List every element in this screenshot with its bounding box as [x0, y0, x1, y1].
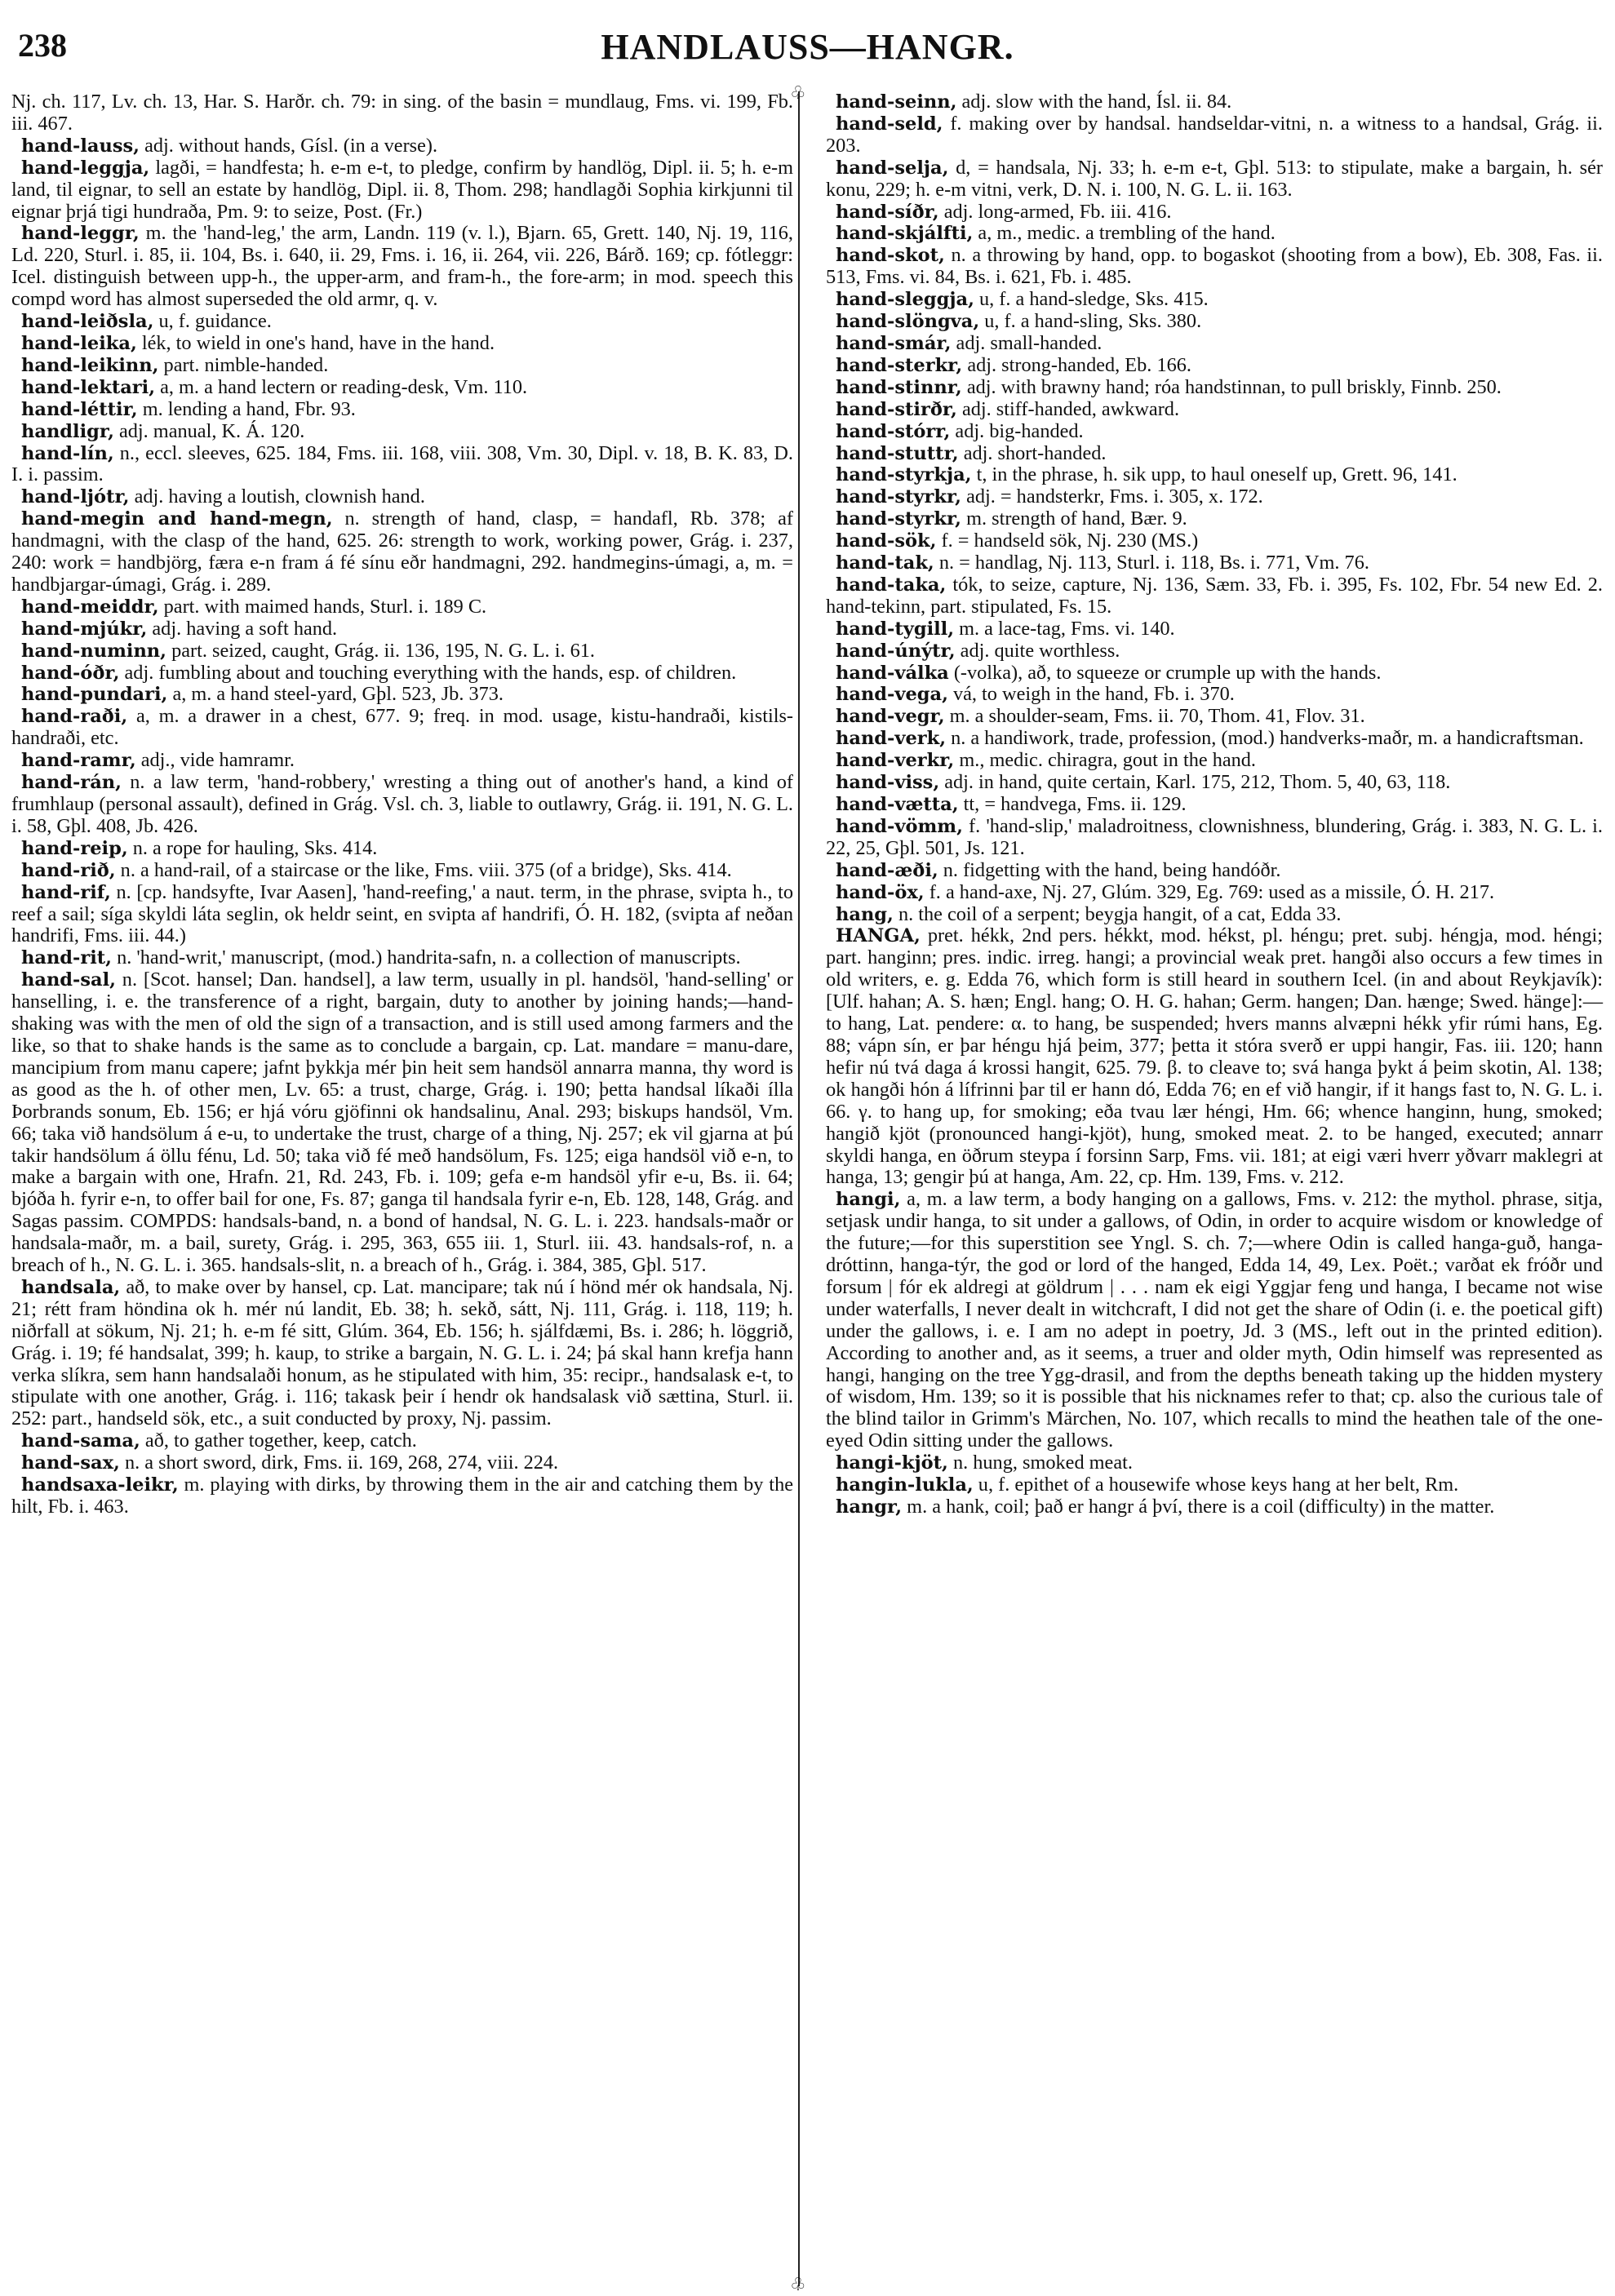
dictionary-entry: [826, 486, 1603, 508]
entry-definition: n. a handiwork, trade, profession, (mod.) handverks-maðr, m. a handicraftsman.: [946, 727, 1584, 750]
dictionary-entry: [11, 640, 793, 663]
entry-headword: hand-vömm,: [836, 815, 963, 837]
entry-definition: u, f. guidance.: [153, 310, 272, 333]
dictionary-entry: [11, 1430, 793, 1452]
entry-definition: n. strength of hand, clasp, = handafl, Rb. 378; af handmagni, with the clasp of the hand, 625. 26: strength to work, working power, Grág. i. 237, 240: work = handbjörg, færa e-n fram á fé sínu eðr handmagni, 292. handmegins-úmagi, a, m. = handbjargar-úmagi, Grág. i. 289.: [11, 508, 793, 596]
entry-headword: hand-skot,: [836, 245, 945, 267]
entry-headword: hand-sök,: [836, 530, 937, 552]
entry-definition: n. a rope for hauling, Sks. 414.: [127, 836, 378, 859]
entry-headword: hand-mjúkr,: [21, 618, 148, 640]
dictionary-entry: [11, 377, 793, 399]
dictionary-entry: [11, 1474, 793, 1518]
entry-definition: adj. stiff-handed, awkward.: [956, 397, 1180, 420]
entry-headword: hand-numinn,: [21, 640, 166, 662]
dictionary-entry: [826, 925, 1603, 1189]
entry-definition: a, m. a law term, a body hanging on a gallows, Fms. v. 212: the mythol. phrase, sitja, setjask undir hanga, to sit under a gallows, of Odin, in order to acquire wisdom or knowledge of the future;—for this superstition see Yngl. S. ch. 7;—where Odin is called hanga-guð, hanga-dróttinn, hanga-týr, the god or lord of the hanged, Edda 14, 49, Lex. Poët.; varðat ek fróðr und forsum | fór ek aldregi at göldrum | . . . nam ek eigi Yggjar feng und hanga, I became not wise under waterfalls, I never dealt in witchcraft, I did not get the share of Odin (i. e. the poetical gift) under the gallows, i. e. I am no adept in poetry, Jd. 3 (MS., left out in the printed edition). According to another and, as it seems, a truer and older myth, Odin himself was represented as hangi, hanging on the tree Ygg-drasil, and from the depths beneath taking up the hidden mystery of wisdom, Hm. 139; so it is possible that his nicknames refer to that; cp. also the curious tale of the blind tailor in Grimm's Märchen, No. 107, which recalls to mind the heathen tale of the one-eyed Odin sitting under the gallows.: [826, 1188, 1603, 1452]
page-title: HANDLAUSS—HANGR.: [601, 27, 1014, 67]
entry-headword: hand-ljótr,: [21, 486, 130, 508]
entry-headword: hang,: [836, 903, 894, 925]
entry-headword: hand-stinnr,: [836, 376, 962, 398]
entry-definition: adj. = handsterkr, Fms. i. 305, x. 172.: [961, 485, 1263, 508]
entry-headword: hand-skjálfti,: [836, 223, 974, 245]
entry-definition: tt, = handvega, Fms. ii. 129.: [958, 793, 1187, 815]
entry-definition: n. a short sword, dirk, Fms. ii. 169, 268, 274, viii. 224.: [119, 1452, 559, 1474]
entry-definition: n. [cp. handsyfte, Ivar Aasen], 'hand-reefing,' a naut. term, in the phrase, svipta h., to reef a sail; síga skyldi láta seglin, ok heldr seint, en svipta af handrifi, Ó. H. 182, (svipta af neðan handrifi, Fms. iii. 44.): [11, 880, 793, 947]
dictionary-entry: [11, 486, 793, 508]
dictionary-entry: [826, 443, 1603, 465]
dictionary-entry: [11, 706, 793, 750]
entry-headword: hand-stuttr,: [836, 442, 959, 464]
entry-definition: a, m. a hand steel-yard, Gþl. 523, Jb. 373.: [167, 683, 504, 706]
entry-definition: a, m., medic. a trembling of the hand.: [973, 222, 1276, 245]
dictionary-entry: [11, 618, 793, 640]
entry-headword: hand-ramr,: [21, 750, 136, 772]
entry-definition: n. a hand-rail, of a staircase or the like, Fms. viii. 375 (of a bridge), Sks. 414.: [115, 858, 732, 881]
entry-headword: handsaxa-leikr,: [21, 1474, 179, 1496]
entry-headword: hand-únýtr,: [836, 640, 956, 662]
entry-definition: m. a lace-tag, Fms. vi. 140.: [954, 617, 1175, 640]
entry-headword: hand-styrkr,: [836, 486, 961, 508]
entry-headword: hangi-kjöt,: [836, 1452, 948, 1474]
dictionary-entry: [826, 706, 1603, 728]
dictionary-entry: [826, 157, 1603, 202]
entry-definition: n. 'hand-writ,' manuscript, (mod.) handrita-safn, n. a collection of manuscripts.: [112, 946, 741, 969]
dictionary-entry: [826, 333, 1603, 355]
entry-definition: adj. manual, K. Á. 120.: [113, 419, 305, 442]
entry-definition: adj. fumbling about and touching everything with the hands, esp. of children.: [119, 661, 737, 684]
entry-headword: hand-leggja,: [21, 157, 150, 179]
dictionary-entry: [11, 663, 793, 685]
entry-definition: u, f. a hand-sling, Sks. 380.: [979, 310, 1202, 333]
left-column: [11, 91, 793, 1518]
entry-headword: hand-leiðsla,: [21, 311, 154, 333]
entry-definition: f. a hand-axe, Nj. 27, Glúm. 329, Eg. 769: used as a missile, Ó. H. 217.: [924, 880, 1495, 903]
dictionary-entry: [826, 1474, 1603, 1496]
dictionary-entry: [11, 355, 793, 377]
entry-headword: hand-seld,: [836, 113, 943, 135]
entry-headword: hand-rán,: [21, 772, 122, 794]
entry-definition: u, f. a hand-sledge, Sks. 415.: [974, 288, 1209, 311]
entry-headword: handligr,: [21, 420, 114, 442]
entry-definition: adj. having a soft hand.: [147, 617, 338, 640]
dictionary-entry: [11, 399, 793, 421]
entry-headword: hand-sal,: [21, 969, 116, 991]
dictionary-entry: [826, 750, 1603, 772]
dictionary-entry: [826, 421, 1603, 443]
dictionary-entry: [826, 377, 1603, 399]
dictionary-entry: [11, 838, 793, 860]
dictionary-entry: [826, 618, 1603, 640]
entry-definition: f. = handseld sök, Nj. 230 (MS.): [936, 530, 1199, 552]
entry-definition: tók, to seize, capture, Nj. 136, Sæm. 33, Fb. i. 395, Fs. 102, Fbr. 54 new Ed. 2. hand-tekinn, part. stipulated, Fs. 15.: [826, 573, 1603, 618]
entry-definition: að, to gather together, keep, catch.: [140, 1429, 417, 1452]
entry-headword: hand-tak,: [836, 552, 934, 574]
entry-definition: adj. short-handed.: [958, 441, 1107, 464]
entry-definition: a, m. a hand lectern or reading-desk, Vm. 110.: [155, 375, 528, 398]
entry-headword: hand-styrkr,: [836, 508, 961, 530]
entry-headword: hand-slöngva,: [836, 311, 980, 333]
entry-headword: hand-sax,: [21, 1452, 120, 1474]
dictionary-entry: [11, 135, 793, 157]
dictionary-entry: [11, 91, 793, 135]
entry-definition: adj. having a loutish, clownish hand.: [129, 485, 425, 508]
dictionary-entry: [826, 311, 1603, 333]
entry-definition: part. seized, caught, Grág. ii. 136, 195, N. G. L. i. 61.: [166, 639, 595, 662]
dictionary-entry: [826, 223, 1603, 245]
dictionary-entry: [11, 333, 793, 355]
entry-headword: hangi,: [836, 1189, 901, 1211]
entry-headword: hand-pundari,: [21, 684, 168, 706]
dictionary-entry: [826, 640, 1603, 663]
dictionary-entry: [826, 464, 1603, 486]
dictionary-entry: [826, 772, 1603, 794]
entry-headword: hand-vega,: [836, 684, 948, 706]
entry-definition: f. making over by handsal. handseldar-vitni, n. a witness to a handsal, Grág. ii. 203.: [826, 112, 1603, 157]
dictionary-entry: [11, 311, 793, 333]
dictionary-entry: [826, 860, 1603, 882]
entry-definition: (-volka), að, to squeeze or crumple up with the hands.: [948, 661, 1382, 684]
entry-definition: u, f. epithet of a housewife whose keys hang at her belt, Rm.: [973, 1474, 1459, 1496]
entry-definition: m. strength of hand, Bær. 9.: [961, 508, 1187, 530]
entry-headword: hand-lauss,: [21, 135, 140, 157]
entry-definition: n. fidgetting with the hand, being handóðr.: [938, 858, 1281, 881]
dictionary-entry: [11, 421, 793, 443]
entry-definition: n. a law term, 'hand-robbery,' wresting a thing out of another's hand, a kind of frumhlaup (personal assault), defined in Grág. Vsl. ch. 3, liable to outlawry, Grág. ii. 191, N. G. L. i. 58, Gþl. 408, Jb. 426.: [11, 771, 793, 837]
entry-definition: part. with maimed hands, Sturl. i. 189 C.: [158, 595, 487, 618]
entry-definition: a, m. a drawer in a chest, 677. 9; freq. in mod. usage, kistu-handraði, kistils-handraði, etc.: [11, 705, 793, 750]
entry-headword: hand-rið,: [21, 859, 116, 881]
entry-headword: hangin-lukla,: [836, 1474, 974, 1496]
entry-headword: hangr,: [836, 1496, 903, 1518]
entry-headword: handsala,: [21, 1276, 121, 1298]
entry-definition: n. hung, smoked meat.: [947, 1452, 1133, 1474]
entry-headword: hand-seinn,: [836, 91, 957, 113]
entry-definition: n. the coil of a serpent; beygja hangit, of a cat, Edda 33.: [893, 902, 1342, 925]
entry-definition: vá, to weigh in the hand, Fb. i. 370.: [947, 683, 1235, 706]
dictionary-entry: [826, 816, 1603, 860]
dictionary-entry: [11, 969, 793, 1277]
entry-headword: hand-reip,: [21, 837, 128, 859]
dictionary-entry: [826, 289, 1603, 311]
dictionary-entry: [826, 1452, 1603, 1474]
dictionary-entry: [826, 508, 1603, 530]
entry-headword: hand-æði,: [836, 859, 938, 881]
entry-definition: m. playing with dirks, by throwing them in the air and catching them by the hilt, Fb. i. 463.: [11, 1474, 793, 1518]
dictionary-entry: [826, 794, 1603, 816]
dictionary-entry: [826, 728, 1603, 750]
divider-ornament-top-icon: ♧: [790, 83, 806, 104]
dictionary-entry: [826, 1496, 1603, 1518]
entry-headword: hand-síðr,: [836, 201, 939, 223]
entry-headword: hand-vætta,: [836, 794, 959, 815]
entry-headword: hand-rif,: [21, 881, 111, 903]
entry-headword: hand-viss,: [836, 772, 940, 794]
dictionary-entry: [826, 882, 1603, 904]
entry-definition: n., eccl. sleeves, 625. 184, Fms. iii. 168, viii. 308, Vm. 30, Dipl. v. 18, B. K. 83, D. I. i. passim.: [11, 441, 793, 486]
entry-headword: hand-sleggja,: [836, 289, 974, 311]
entry-definition: m. a shoulder-seam, Fms. ii. 70, Thom. 41, Flov. 31.: [944, 705, 1365, 728]
entry-headword: hand-vegr,: [836, 706, 945, 728]
entry-headword: hand-smár,: [836, 332, 952, 354]
entry-definition: adj., vide hamramr.: [135, 749, 295, 772]
entry-headword: hand-válka: [836, 662, 949, 684]
dictionary-entry: [826, 684, 1603, 706]
entry-headword: hand-lektari,: [21, 376, 156, 398]
dictionary-entry: [11, 1452, 793, 1474]
right-column: [826, 91, 1603, 1518]
entry-definition: n. = handlag, Nj. 113, Sturl. i. 118, Bs. i. 771, Vm. 76.: [934, 552, 1369, 574]
dictionary-entry: [11, 684, 793, 706]
dictionary-entry: [11, 508, 793, 596]
dictionary-entry: [826, 113, 1603, 157]
entry-headword: hand-stórr,: [836, 420, 951, 442]
entry-definition: adj. with brawny hand; róa handstinnan, to pull briskly, Finnb. 250.: [961, 375, 1502, 398]
entry-definition: adj. quite worthless.: [955, 639, 1120, 662]
dictionary-entry: [826, 904, 1603, 926]
dictionary-entry: [11, 1277, 793, 1430]
entry-definition: m., medic. chiragra, gout in the hand.: [954, 749, 1257, 772]
entry-headword: hand-styrkja,: [836, 464, 972, 486]
entry-headword: hand-öx,: [836, 881, 925, 903]
entry-headword: hand-leikinn,: [21, 354, 159, 376]
entry-headword: hand-lín,: [21, 442, 114, 464]
entry-definition: m. lending a hand, Fbr. 93.: [137, 397, 356, 420]
entry-definition: pret. hékk, 2nd pers. hékkt, mod. hékst, pl. héngu; pret. subj. héngja, mod. héngi; part. hanginn; pres. indic. irreg. hangi; a provincial weak pret. hangði also occurs a few times in old writers, e. g. Edda 76, which form is still heard in southern Icel. (in and about Reykjavík): [Ulf. hahan; A. S. hæn; Engl. hang; O. H. G. hahan; Germ. hangen; Dan. hænge; Swed. hänge]:—to hang, Lat. pendere: α. to hang, be suspended; hvers manns alvæpni hékk yfir rúmi hans, Eg. 88; vápn sín, er þar héngu hjá þeim, 377; þetta it stóra sverð er uppi hangir, Fas. iii. 120; hann hefir nú tvá daga á krossi hangit, 625. 79. β. to cleave to; svá hanga þykt á þeim skotin, Al. 138; ok hangði hón á lífrinni þar til er hann dó, Edda 76; en ef við hangir, if it hangs fast to, N. G. L. i. 66. γ. to hang up, for smoking; eða tvau lær héngi, Hm. 66; whence hanginn, hung, smoked; hangið kjöt (pronounced hangi-kjöt), hung, smoked meat. 2. to be hanged, executed; annarr skyldi hanga, en öðrum steypa í forsinn Sarp, Fms. vii. 181; at eigi væri hverr yðvarr maklegri at hanga, 13; gengir þú at hanga, Am. 22, cp. Hm. 139, Fms. v. 212.: [826, 924, 1603, 1189]
entry-definition: m. the 'hand-leg,' the arm, Landn. 119 (v. l.), Bjarn. 65, Grett. 140, Nj. 19, 116, Ld. 220, Sturl. i. 85, ii. 104, Bs. i. 640, ii. 29, Fms. i. 16, ii. 264, vii. 226, Bárð. 169; cp. fótleggr: Icel. distinguish between upp-h., the upper-arm, and fram-h., the fore-arm; in mod. speech this compd word has almost superseded the old armr, q. v.: [11, 222, 793, 311]
entry-headword: hand-raði,: [21, 706, 128, 728]
dictionary-entry: [11, 157, 793, 224]
dictionary-entry: [11, 882, 793, 948]
entry-headword: hand-tygill,: [836, 618, 955, 640]
entry-headword: hand-sterkr,: [836, 354, 963, 376]
dictionary-entry: [826, 91, 1603, 113]
entry-definition: adj. small-handed.: [951, 331, 1103, 354]
dictionary-entry: [826, 1189, 1603, 1452]
dictionary-entry: [826, 202, 1603, 224]
entry-definition: part. nimble-handed.: [158, 353, 329, 376]
entry-definition: adj. long-armed, Fb. iii. 416.: [938, 200, 1172, 223]
entry-definition: adj. big-handed.: [950, 419, 1084, 442]
entry-definition: d, = handsala, Nj. 33; h. e-m e-t, Gþl. 513: to stipulate, make a bargain, h. sér konu, 229; h. e-m vitni, verk, D. N. i. 100, N. G. L. ii. 163.: [826, 156, 1603, 201]
entry-definition: Nj. ch. 117, Lv. ch. 13, Har. S. Harðr. ch. 79: in sing. of the basin = mundlaug, Fms. vi. 199, Fb. iii. 467.: [11, 91, 793, 135]
dictionary-entry: [11, 772, 793, 838]
entry-headword: HANGA,: [836, 925, 921, 947]
column-divider: [798, 91, 800, 2286]
dictionary-entry: [826, 245, 1603, 289]
dictionary-entry: [826, 552, 1603, 574]
entry-headword: hand-óðr,: [21, 662, 120, 684]
entry-headword: hand-selja,: [836, 157, 949, 179]
entry-headword: hand-leggr,: [21, 223, 140, 245]
dictionary-entry: [826, 574, 1603, 618]
entry-definition: lagði, = handfesta; h. e-m e-t, to pledge, confirm by handlög, Dipl. ii. 5; h. e-m land, til eignar, to sell an estate by handlög, Dipl. ii. 8, Thom. 298; handlagði Sophia kirkjunni til eignar þrjá tigi hundraða, Pm. 9: to seize, Post. (Fr.): [11, 156, 793, 223]
entry-headword: hand-verkr,: [836, 750, 955, 772]
dictionary-entry: [11, 860, 793, 882]
entry-headword: hand-léttir,: [21, 398, 138, 420]
entry-definition: n. a throwing by hand, opp. to bogaskot (shooting from a bow), Eb. 308, Fas. ii. 513, Fms. vi. 84, Bs. i. 621, Fb. i. 485.: [826, 244, 1603, 289]
dictionary-entry: [11, 750, 793, 772]
entry-headword: hand-sama,: [21, 1430, 140, 1452]
dictionary-entry: [826, 663, 1603, 685]
entry-headword: hand-leika,: [21, 332, 137, 354]
entry-definition: m. a hank, coil; það er hangr á því, there is a coil (difficulty) in the matter.: [902, 1496, 1495, 1518]
entry-headword: hand-stirðr,: [836, 398, 957, 420]
entry-definition: að, to make over by hansel, cp. Lat. mancipare; tak nú í hönd mér ok handsala, Nj. 21; rétt fram höndina ok h. mér nú landit, Eb. 38; h. sekð, sátt, Nj. 111, Grág. i. 118, 119; h. niðrfall at sökum, Nj. 21; h. e-m fé sitt, Glúm. 364, Eb. 156; h. sjálfdæmi, Bs. i. 286; h. löggrið, Grág. i. 19; fé handsalat, 399; h. kaup, to strike a bargain, N. G. L. i. 24; þá skal hann krefja hann verka slíkra, sem hann handsalaði honum, as he stipulated with him, 35: recipr., handsalask e-t, to stipulate with one another, Grág. i. 116; takask þeir í hendr ok handsalask við sættina, Sturl. ii. 252: part., handseld sök, etc., a suit conducted by proxy, Nj. passim.: [11, 1275, 793, 1430]
dictionary-entry: [826, 399, 1603, 421]
entry-headword: hand-megin and hand-megn,: [21, 508, 333, 530]
entry-definition: adj. strong-handed, Eb. 166.: [962, 353, 1191, 376]
dictionary-entry: [11, 223, 793, 311]
entry-definition: adj. in hand, quite certain, Karl. 175, 212, Thom. 5, 40, 63, 118.: [939, 771, 1451, 794]
entry-definition: lék, to wield in one's hand, have in the hand.: [136, 331, 495, 354]
dictionary-entry: [826, 530, 1603, 552]
dictionary-entry: [826, 355, 1603, 377]
page-number: 238: [18, 27, 67, 64]
entry-definition: t, in the phrase, h. sik upp, to haul oneself up, Grett. 96, 141.: [971, 463, 1457, 486]
entry-headword: hand-verk,: [836, 728, 947, 750]
page-header: [11, 23, 1604, 72]
divider-ornament-bottom-icon: ♧: [790, 2275, 806, 2295]
dictionary-entry: [11, 596, 793, 618]
entry-definition: adj. slow with the hand, Ísl. ii. 84.: [956, 91, 1232, 113]
entry-headword: hand-taka,: [836, 574, 947, 596]
entry-headword: hand-meiddr,: [21, 596, 159, 618]
entry-headword: hand-rit,: [21, 947, 112, 969]
entry-definition: f. 'hand-slip,' maladroitness, clownishness, blundering, Grág. i. 383, N. G. L. i. 22, 25, Gþl. 501, Js. 121.: [826, 814, 1603, 859]
dictionary-entry: [11, 947, 793, 969]
entry-definition: n. [Scot. hansel; Dan. handsel], a law term, usually in pl. handsöl, 'hand-selling' or hanselling, i. e. the transference of a right, bargain, duty to another by joining hands;—hand-shaking was with the men of old the sign of a transaction, and is still used among farmers and the like, so that to shake hands is the same as to conclude a bargain, cp. Lat. mandare = manu-dare, mancipium from manu capere; jafnt þykkja mér þin heit sem handsöl annarra manna, thy word is as good as the h. of other men, Lv. 65: a trust, charge, Grág. i. 190; þetta handsal líkaði ílla Þorbrands sonum, Eb. 156; er hjá vóru gjöfinni ok handsalinu, Anal. 293; biskups handsöl, Vm. 66; taka við handsölum á e-u, to undertake the trust, charge of a thing, Nj. 257; ek vil gjarna at þú takir handsölum á öllu fénu, Ld. 50; taka við fé með handsölum, Fs. 125; eiga handsöl við e-n, to make a bargain with one, Hrafn. 21, Rd. 243, Fb. i. 109; gefa e-m handsöl yfir e-u, Bs. ii. 64; bjóða h. fyrir e-n, to offer bail for one, Fs. 87; ganga til handsala fyrir e-n, Eb. 128, 148, Grág. and Sagas passim. COMPDS: handsals-band, n. a bond of handsal, N. G. L. i. 223. handsals-maðr or handsala-maðr, m. a bail, surety, Grág. i. 295, 363, 655 iii. 1, Sturl. iii. 43. handsals-rof, n. a breach of h., N. G. L. i. 365. handsals-slit, n. a breach of h., Grág. i. 384, 385, Gþl. 517.: [11, 968, 793, 1277]
entry-definition: adj. without hands, Gísl. (in a verse).: [140, 134, 438, 157]
dictionary-entry: [11, 443, 793, 487]
